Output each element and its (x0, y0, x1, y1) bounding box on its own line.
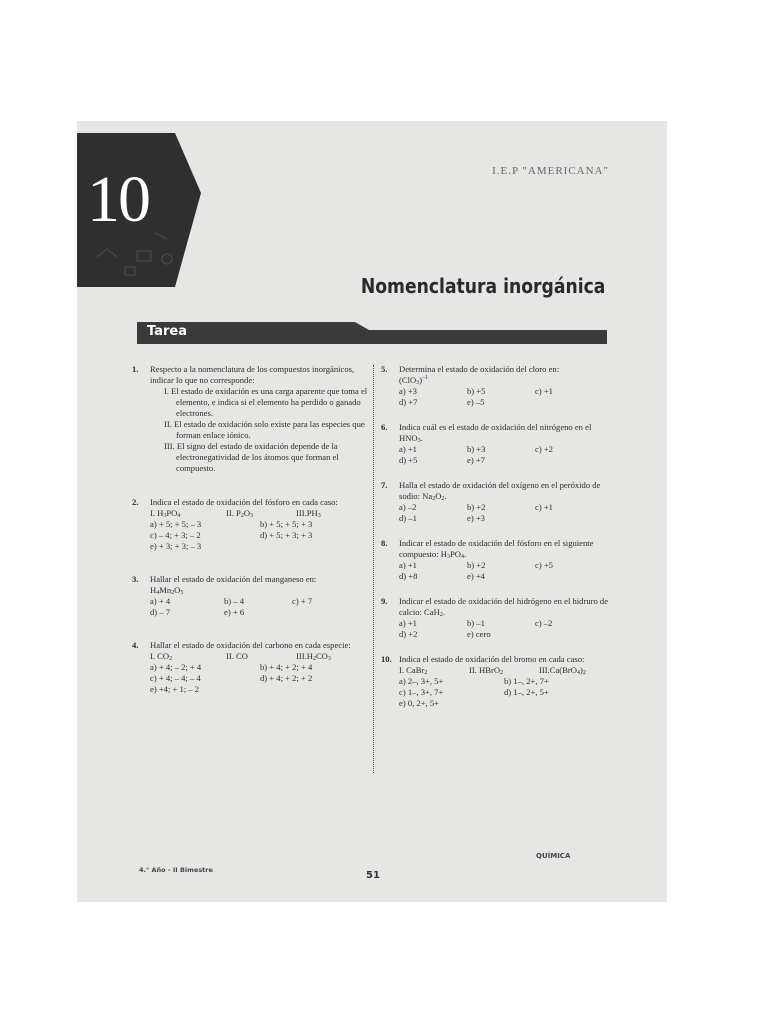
option-c[interactable]: c) – 4; + 3; – 2 (150, 530, 201, 540)
question-number: 8. (381, 538, 388, 548)
species-3: $III.Ca(BrO_4)_2$ (539, 665, 586, 676)
option-b[interactable]: b) 1–, 2+, 7+ (504, 676, 549, 686)
option-d[interactable]: d) + 5; + 3; + 3 (260, 530, 313, 540)
option-d[interactable]: d) –1 (399, 513, 417, 523)
question-text: Determina el estado de oxidación del cloro en: (399, 364, 560, 374)
species-2: II. $P_2O_3$ (226, 508, 254, 519)
option-d[interactable]: d) – 7 (150, 607, 171, 617)
species-2: II. CO (226, 651, 248, 661)
chapter-number: 10 (87, 163, 149, 236)
option-e[interactable]: e) + 6 (224, 607, 245, 617)
statement-1: I. El estado de oxidación es una carga aparente que toma el elemento, e indica si el elemento ha perdido o ganado electrones. (164, 386, 368, 418)
section-bar (137, 322, 607, 344)
option-e[interactable]: e) +4; + 1; – 2 (150, 684, 200, 694)
answer-options (399, 386, 609, 408)
answer-options (150, 519, 369, 552)
answer-options (399, 444, 609, 466)
question-text: Hallar el estado de oxidación del carbono en cada especie: (150, 640, 351, 650)
question-number: 9. (381, 596, 388, 606)
question-text: Hallar el estado de oxidación del manganeso en: (150, 574, 317, 584)
statement-2: II. El estado de oxidación solo existe para las especies que forman enlace iónico. (164, 419, 365, 440)
page-title: Nomenclatura inorgánica (360, 274, 605, 298)
option-b[interactable]: b) + 5; + 5; + 3 (260, 519, 313, 529)
species-list (150, 651, 369, 662)
option-a[interactable]: a) + 5; + 5; – 3 (150, 519, 202, 529)
question-number: 1. (132, 364, 139, 374)
option-b[interactable]: b) +5 (467, 386, 486, 396)
option-b[interactable]: b) +2 (467, 502, 486, 512)
option-e[interactable]: e) + 3; + 3; – 3 (150, 541, 202, 551)
question-number: 5. (381, 364, 388, 374)
option-d[interactable]: d) 1–, 2+, 5+ (504, 687, 549, 697)
option-a[interactable]: a) +1 (399, 444, 417, 454)
option-d[interactable]: d) + 4; + 2; + 2 (260, 673, 313, 683)
species-3: $III.PH_3$ (296, 508, 321, 519)
option-b[interactable]: b) + 4; + 2; + 4 (260, 662, 313, 672)
species-3: $III.H_2CO_3$ (296, 651, 331, 662)
option-e[interactable]: e) 0, 2+, 5+ (399, 698, 440, 708)
question-8 (381, 538, 609, 582)
answer-options (399, 618, 609, 640)
question-text: Indica cuál es el estado de oxidación del nitrógeno en el $HNO_3$. (399, 422, 592, 444)
question-3 (132, 574, 369, 618)
left-column (132, 364, 369, 695)
option-b[interactable]: b) +3 (467, 444, 486, 454)
option-e[interactable]: e) cero (467, 629, 491, 639)
option-a[interactable]: a) +1 (399, 560, 417, 570)
option-d[interactable]: d) +5 (399, 455, 418, 465)
option-a[interactable]: a) +1 (399, 618, 417, 628)
option-c[interactable]: c) 1–, 3+, 7+ (399, 687, 444, 697)
option-d[interactable]: d) +7 (399, 397, 418, 407)
question-5 (381, 364, 609, 408)
species-1: I. CaBr$_2$ (399, 665, 428, 676)
species-1: I. $H_3PO_4$ (150, 508, 181, 519)
option-d[interactable]: d) +2 (399, 629, 418, 639)
column-divider (373, 365, 374, 773)
school-name: I.E.P "AMERICANA" (492, 165, 609, 177)
option-a[interactable]: a) + 4 (150, 596, 171, 606)
option-c[interactable]: c) –2 (535, 618, 553, 628)
option-b[interactable]: b) +2 (467, 560, 486, 570)
worksheet-page (77, 121, 667, 902)
question-number: 3. (132, 574, 139, 584)
question-4 (132, 640, 369, 695)
question-number: 4. (132, 640, 139, 650)
question-6 (381, 422, 609, 466)
question-number: 10. (381, 654, 392, 664)
formula: $(ClO_3)^{-1}$ (399, 375, 429, 386)
question-2 (132, 497, 369, 552)
option-e[interactable]: e) +3 (467, 513, 485, 523)
option-c[interactable]: c) + 7 (292, 596, 313, 606)
question-7 (381, 480, 609, 524)
question-text: Indica el estado de oxidación del fósforo en cada caso: (150, 497, 338, 507)
section-title: Tarea (147, 324, 187, 339)
question-text: Indicar el estado de oxidación del fósforo en el siguiente compuesto: $H_3PO_4$. (399, 538, 594, 560)
question-text: Respecto a la nomenclatura de los compuestos inorgánicos, indicar lo que no corresponde: (150, 364, 355, 385)
answer-options (399, 560, 609, 582)
question-number: 2. (132, 497, 139, 507)
species-1: I. $CO_2$ (150, 651, 173, 662)
option-c[interactable]: c) +1 (535, 386, 553, 396)
option-a[interactable]: a) –2 (399, 502, 417, 512)
option-e[interactable]: e) +4 (467, 571, 485, 581)
formula: $H_4Mn_2O_5$ (150, 585, 184, 596)
question-10 (381, 654, 609, 709)
subject-label: QUÍMICA (536, 852, 571, 860)
question-text: Halla el estado de oxidación del oxígeno en el peróxido de sodio: $Na_2O_2$. (399, 480, 601, 502)
species-2: II. HBrO$_2$ (469, 665, 504, 676)
question-text: Indica el estado de oxidación del bromo en cada caso: (399, 654, 585, 664)
option-d[interactable]: d) +8 (399, 571, 418, 581)
option-a[interactable]: a) +3 (399, 386, 417, 396)
species-list (150, 508, 369, 519)
option-e[interactable]: e) +7 (467, 455, 485, 465)
statement-3: III. El signo del estado de oxidación depende de la electronegatividad de los átomos que forman el compuesto. (164, 441, 339, 473)
option-b[interactable]: b) – 4 (224, 596, 245, 606)
question-1 (132, 364, 369, 474)
chapter-badge (77, 133, 201, 287)
page-number: 51 (366, 870, 380, 881)
option-c[interactable]: c) +1 (535, 502, 553, 512)
option-c[interactable]: c) +2 (535, 444, 553, 454)
option-a[interactable]: a) + 4; – 2; + 4 (150, 662, 202, 672)
option-c[interactable]: c) +5 (535, 560, 553, 570)
right-column (381, 364, 609, 709)
option-b[interactable]: b) –1 (467, 618, 485, 628)
question-number: 6. (381, 422, 388, 432)
species-list (399, 665, 609, 676)
question-9 (381, 596, 609, 640)
question-number: 7. (381, 480, 388, 490)
question-text: Indicar el estado de oxidación del hidrógeno en el hidruro de calcio: CaH$_2$. (399, 596, 609, 618)
answer-options (150, 596, 369, 618)
grade-label: 4.° Año - II Bimestre (139, 866, 213, 874)
option-a[interactable]: a) 2–, 3+, 5+ (399, 676, 444, 686)
option-e[interactable]: e) –5 (467, 397, 485, 407)
answer-options (150, 662, 369, 695)
answer-options (399, 676, 609, 709)
answer-options (399, 502, 609, 524)
option-c[interactable]: c) + 4; – 4; – 4 (150, 673, 201, 683)
